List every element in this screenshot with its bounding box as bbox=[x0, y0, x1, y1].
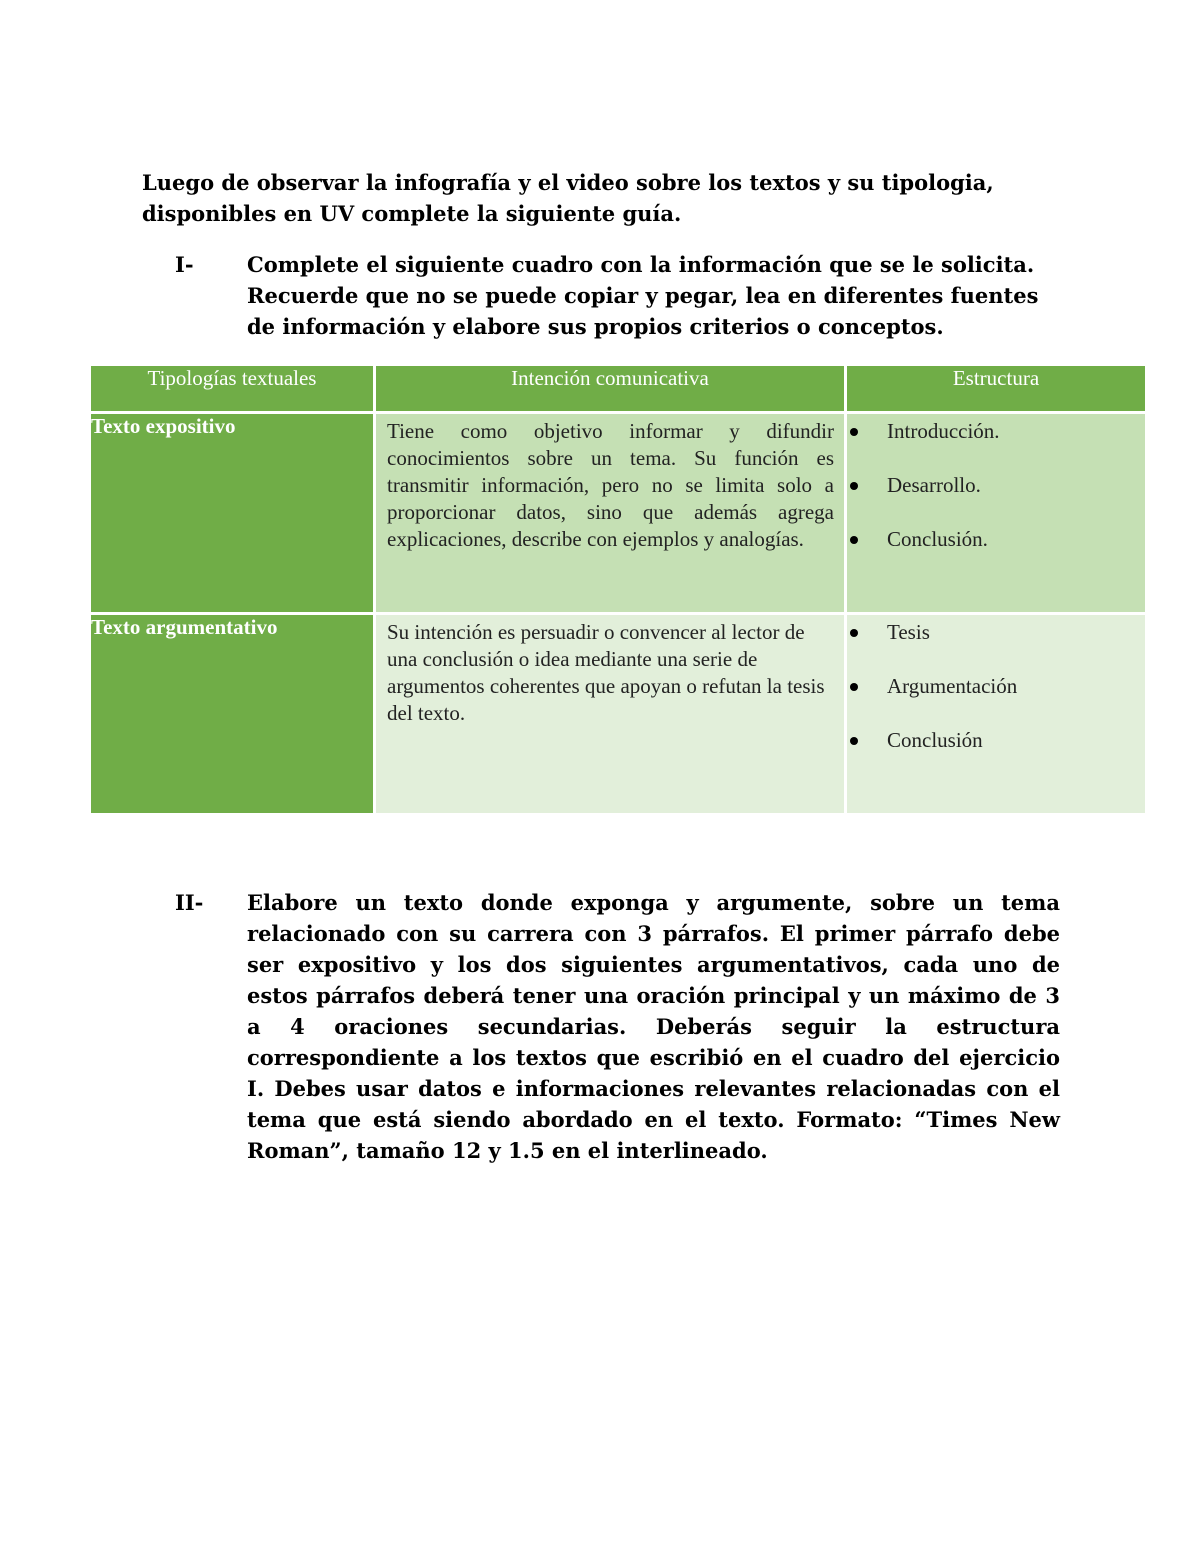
intencion-argumentativo: Su intención es persuadir o convencer al lector de una conclusión o idea mediante una serie de argumentos coherentes que apoyan o refutan la tesis del texto. bbox=[375, 614, 846, 815]
list-item bbox=[887, 472, 1145, 499]
estructura-expositivo bbox=[846, 413, 1147, 614]
item-number-1: I- bbox=[175, 252, 194, 277]
header-estructura: Estructura bbox=[846, 365, 1147, 413]
typology-table bbox=[88, 363, 1148, 816]
row-label-expositivo: Texto expositivo bbox=[90, 413, 375, 614]
list-item bbox=[887, 673, 1145, 700]
item-text-1: Complete el siguiente cuadro con la información que se le solicita. Recuerde que no se puede copiar y pegar, lea en diferentes fuentes de información y elabore sus propios criterios o conceptos. bbox=[247, 252, 1039, 339]
list-item bbox=[887, 619, 1145, 646]
estructura-argumentativo bbox=[846, 614, 1147, 815]
bullet-icon bbox=[850, 428, 858, 436]
table-row bbox=[90, 413, 1147, 614]
list-item-text: Desarrollo. bbox=[887, 473, 981, 497]
item-number-2: II- bbox=[175, 890, 204, 915]
instruction-item-2 bbox=[175, 887, 1060, 1166]
item-text-2: Elabore un texto donde exponga y argumente, sobre un tema relacionado con su carrera con 3 párrafos. El primer párrafo debe ser expositivo y los dos siguientes argumentativos, cada uno de estos párrafos deberá tener una oración principal y un máximo de 3 a 4 oraciones secundarias. Deberás seguir la estructura correspondiente a los textos que escribió en el cuadro del ejercicio I. Debes usar datos e informaciones relevantes relacionadas con el tema que está siendo abordado en el texto. Formato: “Times New Roman”, tamaño 12 y 1.5 en el interlineado. bbox=[247, 890, 1060, 1163]
bullet-icon bbox=[850, 482, 858, 490]
table-row bbox=[90, 614, 1147, 815]
table-header-row bbox=[90, 365, 1147, 413]
list-item-text: Conclusión bbox=[887, 728, 983, 752]
bullet-icon bbox=[850, 536, 858, 544]
list-item-text: Tesis bbox=[887, 620, 930, 644]
list-item-text: Introducción. bbox=[887, 419, 1000, 443]
bullet-icon bbox=[850, 737, 858, 745]
instruction-item-1 bbox=[175, 249, 1060, 342]
list-item-text: Conclusión. bbox=[887, 527, 988, 551]
estructura-list bbox=[847, 414, 1145, 553]
bullet-icon bbox=[850, 683, 858, 691]
row-label-argumentativo: Texto argumentativo bbox=[90, 614, 375, 815]
intro-paragraph: Luego de observar la infografía y el video sobre los textos y su tipologia, disponibles en UV complete la siguiente guía. bbox=[142, 170, 994, 226]
header-tipologias: Tipologías textuales bbox=[90, 365, 375, 413]
list-item bbox=[887, 727, 1145, 754]
list-item bbox=[887, 526, 1145, 553]
bullet-icon bbox=[850, 629, 858, 637]
estructura-list bbox=[847, 615, 1145, 754]
list-item-text: Argumentación bbox=[887, 674, 1018, 698]
intencion-expositivo: Tiene como objetivo informar y difundir conocimientos sobre un tema. Su función es transmitir información, pero no se limita solo a proporcionar datos, sino que además agrega explicaciones, describe con ejemplos y analogías. bbox=[375, 413, 846, 614]
list-item bbox=[887, 418, 1145, 445]
header-intencion: Intención comunicativa bbox=[375, 365, 846, 413]
